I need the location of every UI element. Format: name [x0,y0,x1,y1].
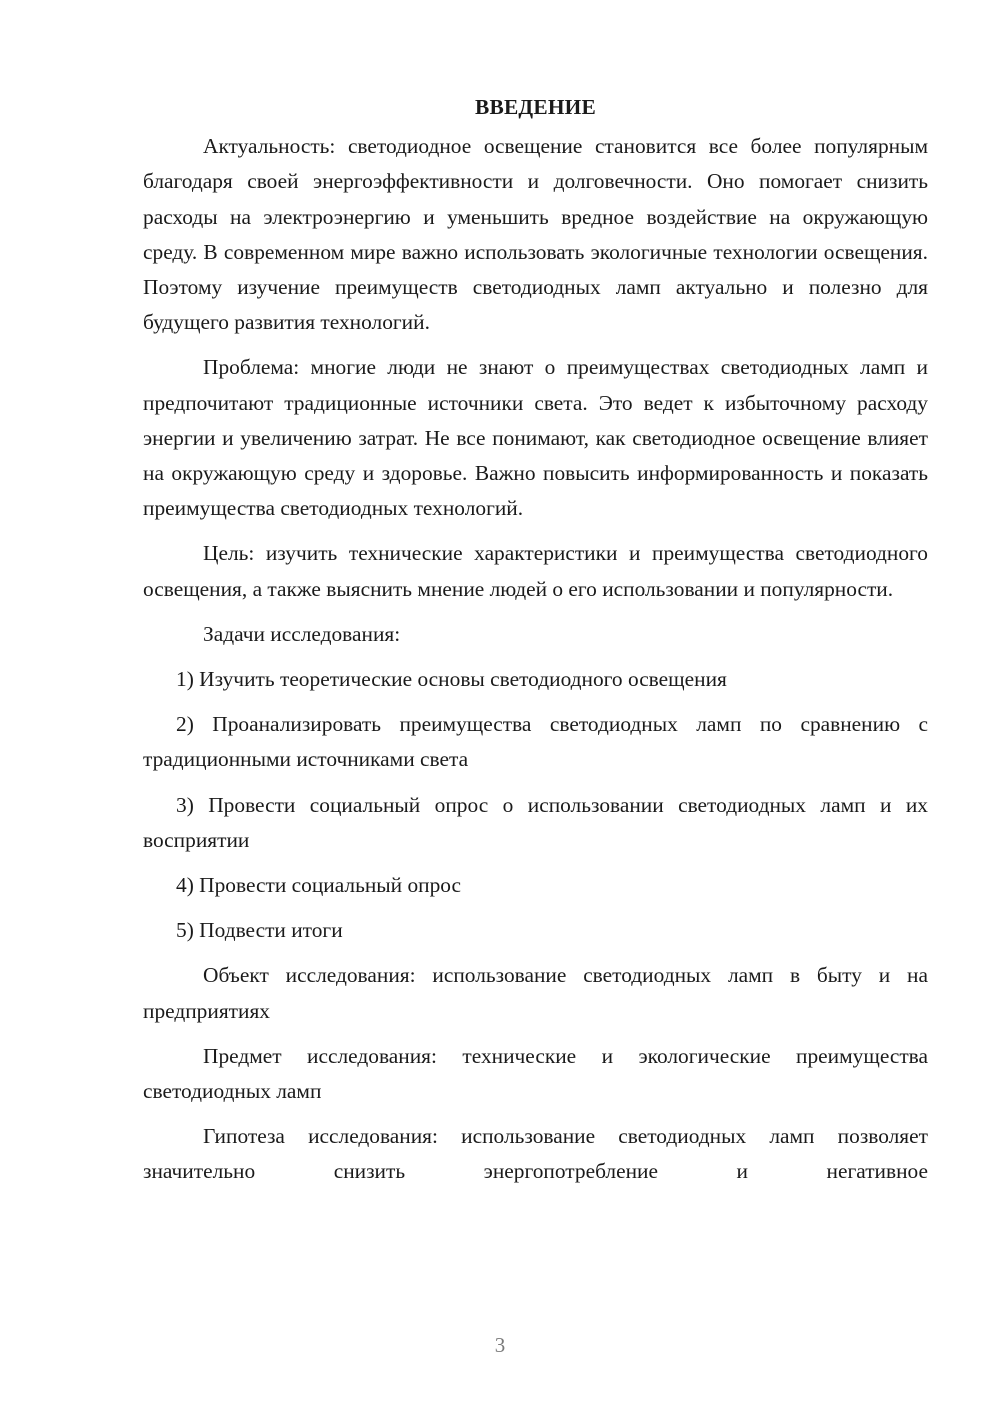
page-number: 3 [494,1333,506,1357]
document-page [143,90,928,1190]
section-heading: ВВЕДЕНИЕ [475,95,596,119]
subject-paragraph: Предмет исследования: технические и экологические преимущества светодиодных ламп [143,1043,928,1104]
tasks-title: Задачи исследования: [203,621,401,646]
object-paragraph: Объект исследования: использование светодиодных ламп в быту и на предприятиях [143,963,928,1023]
tasks-list [143,662,928,948]
task-item-4: 4) Провести социальный опрос [176,873,462,898]
goal-paragraph: Цель: изучить технические характеристики и преимущества светодиодного освещения, а также выяснить мнение людей о его использовании и популярности. [143,541,928,601]
task-item-3: 3) Провести социальный опрос о использовании светодиодных ламп и их восприятии [143,792,928,852]
task-item-1: 1) Изучить теоретические основы светодиодного освещения [176,667,727,692]
relevance-paragraph: Актуальность: светодиодное освещение становится все более популярным благодаря своей энергоэффективности и долговечности. Оно помогает снизить расходы на электроэнергию и уменьшить вредное воздействие на окружающую среду. В современном мире важно использовать экологичные технологии освещения. Поэтому изучение преимуществ светодиодных ламп актуально и полезно для будущего развития технологий. [143,134,928,335]
task-item-2: 2) Проанализировать преимущества светодиодных ламп по сравнению с традиционными источниками света [143,712,928,772]
hypothesis-paragraph: Гипотеза исследования: использование светодиодных ламп позволяет значительно снизить энергопотребление и негативное [143,1124,928,1184]
problem-paragraph: Проблема: многие люди не знают о преимуществах светодиодных ламп и предпочитают традиционные источники света. Это ведет к избыточному расходу энергии и увеличению затрат. Не все понимают, как светодиодное освещение влияет на окружающую среду и здоровье. Важно повысить информированность и показать преимущества светодиодных технологий. [143,355,928,521]
task-item-5: 5) Подвести итоги [176,918,343,943]
